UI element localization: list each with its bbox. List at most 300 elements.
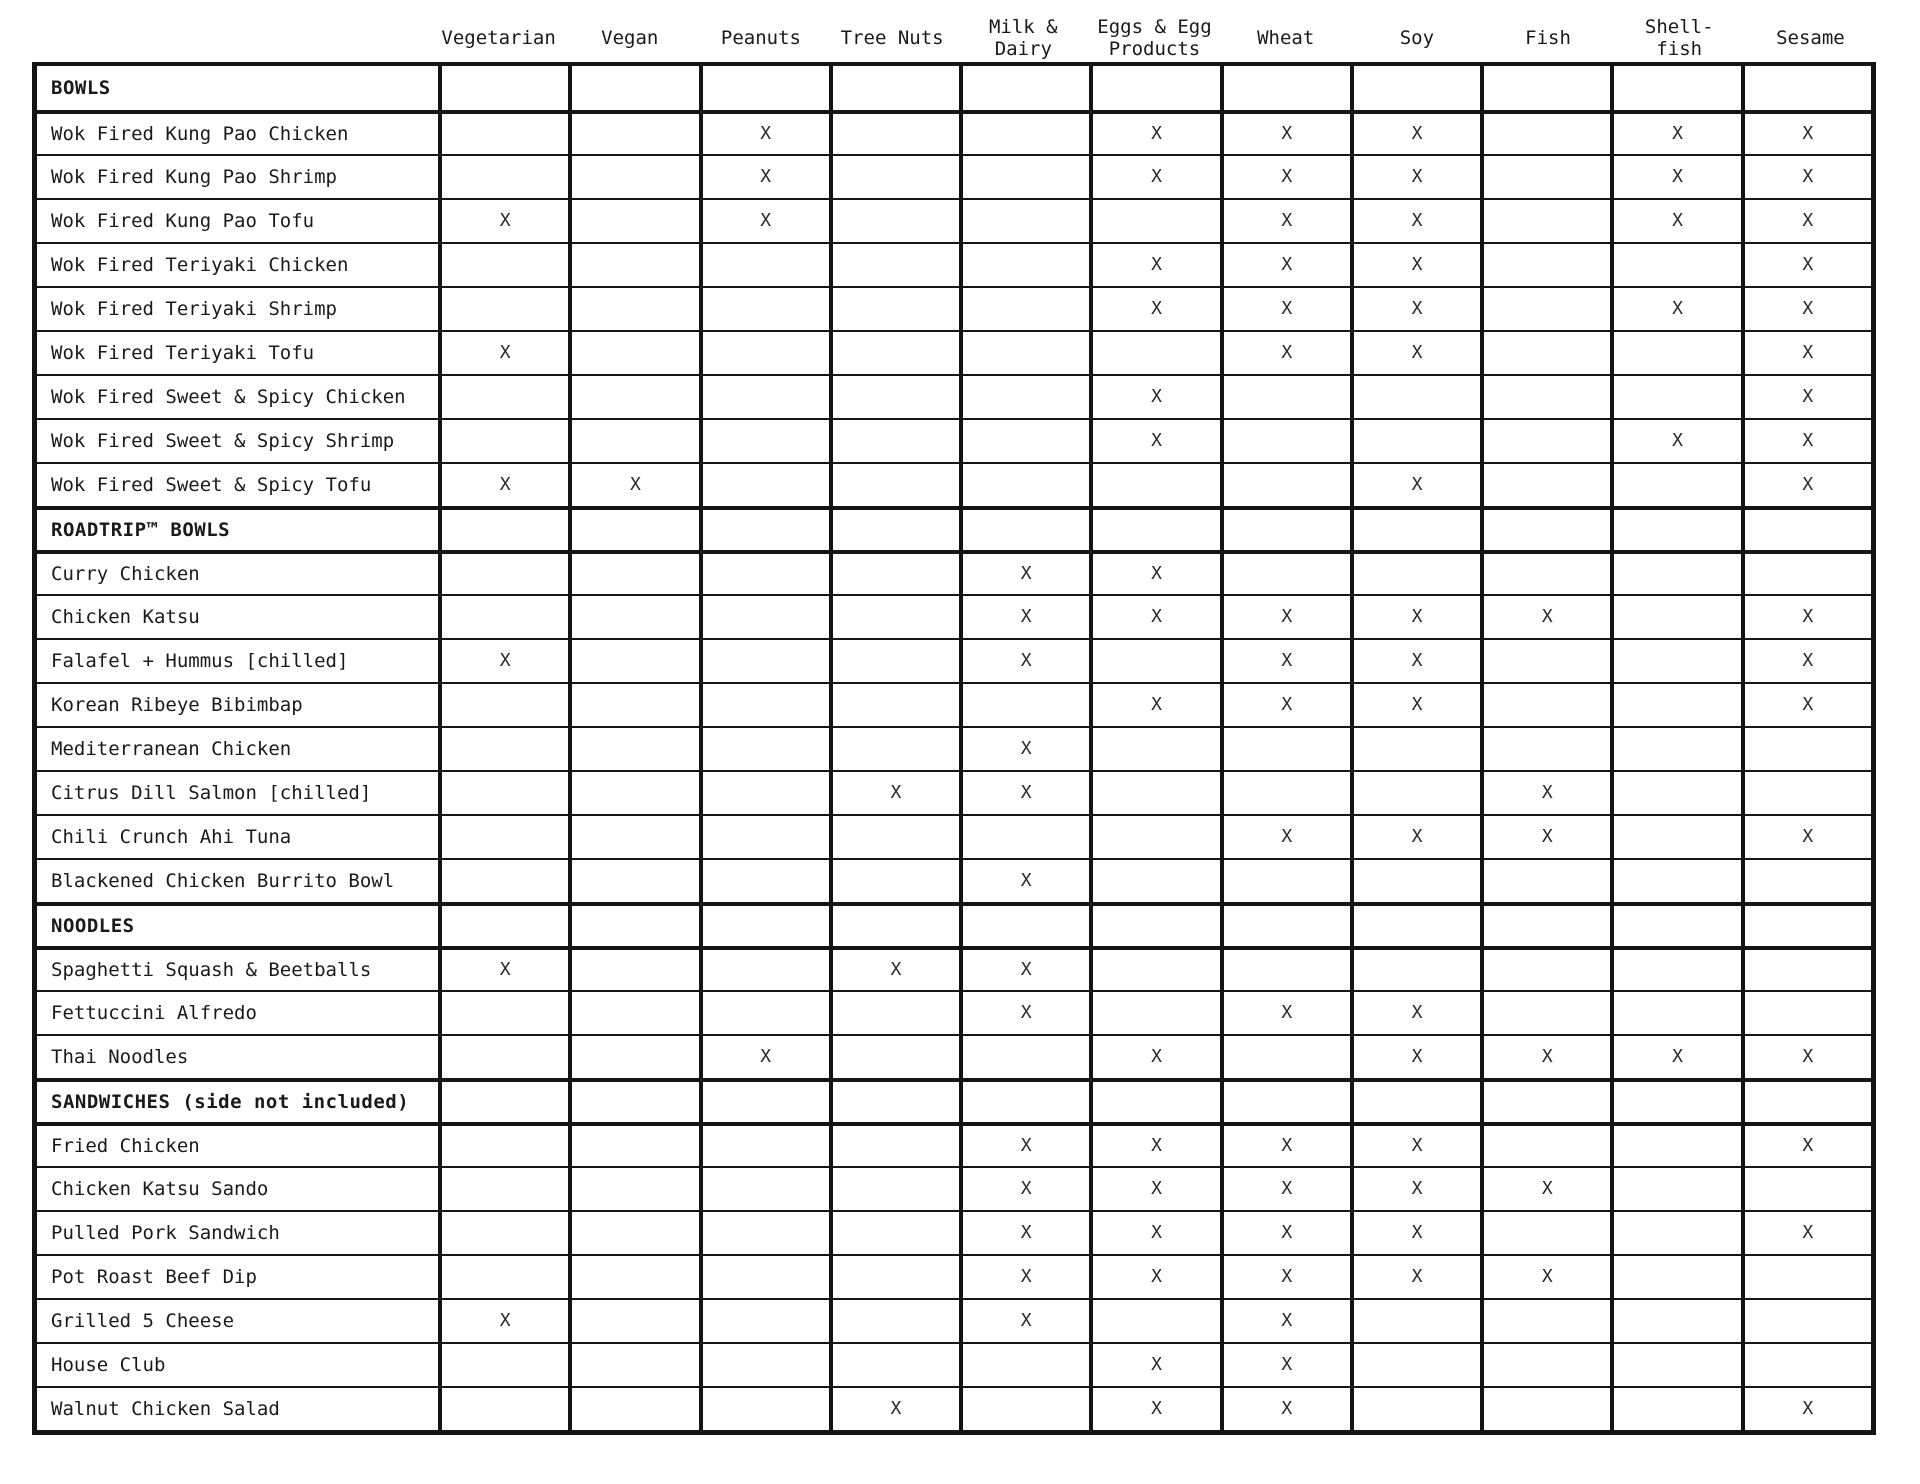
item-name: Wok Fired Teriyaki Tofu <box>37 330 438 374</box>
allergen-cell-peanuts <box>699 1166 829 1210</box>
allergen-cell-soy <box>1350 1034 1480 1078</box>
allergen-cell-milk-dairy <box>959 1298 1089 1342</box>
allergen-cell-eggs <box>1089 198 1219 242</box>
allergen-cell-peanuts <box>699 462 829 506</box>
allergen-cell-wheat <box>1220 638 1350 682</box>
allergen-cell-shellfish <box>1610 902 1740 946</box>
menu-item-row <box>37 1166 1871 1210</box>
allergen-cell-wheat <box>1220 726 1350 770</box>
menu-item-row <box>37 154 1871 198</box>
allergen-mark: X <box>1802 254 1814 275</box>
allergen-mark: X <box>1672 298 1683 319</box>
item-name: Blackened Chicken Burrito Bowl <box>37 858 438 902</box>
item-name: Grilled 5 Cheese <box>37 1298 438 1342</box>
allergen-cell-wheat <box>1220 814 1350 858</box>
allergen-cell-fish <box>1480 1166 1610 1210</box>
allergen-mark: X <box>1281 1002 1293 1023</box>
allergen-cell-vegetarian <box>438 154 568 198</box>
menu-item-row <box>37 990 1871 1034</box>
allergen-cell-tree-nuts <box>829 330 959 374</box>
column-header-fish <box>1482 27 1613 49</box>
allergen-cell-vegan <box>568 814 698 858</box>
allergen-cell-wheat <box>1220 682 1350 726</box>
allergen-cell-milk-dairy <box>959 154 1089 198</box>
allergen-cell-vegetarian <box>438 506 568 550</box>
allergen-cell-shellfish <box>1610 242 1740 286</box>
allergen-cell-vegan <box>568 770 698 814</box>
column-header-line: Eggs & Egg <box>1097 15 1212 38</box>
allergen-cell-vegetarian <box>438 198 568 242</box>
allergen-cell-vegan <box>568 726 698 770</box>
allergen-mark: X <box>1802 606 1814 627</box>
allergen-mark: X <box>1020 650 1032 671</box>
allergen-cell-peanuts <box>699 242 829 286</box>
item-name: Fettuccini Alfredo <box>37 990 438 1034</box>
allergen-cell-soy <box>1350 638 1480 682</box>
allergen-cell-vegetarian <box>438 1298 568 1342</box>
allergen-cell-eggs <box>1089 858 1219 902</box>
section-label: SANDWICHES (side not included) <box>37 1078 438 1122</box>
allergen-cell-peanuts <box>699 550 829 594</box>
allergen-mark: X <box>1802 474 1814 495</box>
allergen-mark: X <box>1541 1266 1553 1287</box>
allergen-cell-peanuts <box>699 1122 829 1166</box>
allergen-cell-peanuts <box>699 594 829 638</box>
allergen-cell-sesame <box>1741 946 1871 990</box>
allergen-cell-vegan <box>568 1386 698 1430</box>
column-header-sesame <box>1745 27 1876 49</box>
allergen-cell-peanuts <box>699 418 829 462</box>
allergen-cell-tree-nuts <box>829 814 959 858</box>
allergen-cell-soy <box>1350 462 1480 506</box>
allergen-cell-sesame <box>1741 814 1871 858</box>
allergen-cell-shellfish <box>1610 1298 1740 1342</box>
allergen-mark: X <box>1281 342 1293 363</box>
menu-item-row <box>37 286 1871 330</box>
allergen-cell-vegetarian <box>438 726 568 770</box>
allergen-cell-sesame <box>1741 1034 1871 1078</box>
allergen-cell-shellfish <box>1610 946 1740 990</box>
allergen-mark: X <box>1020 563 1032 584</box>
allergen-mark: X <box>1020 1266 1032 1287</box>
allergen-cell-vegan <box>568 154 698 198</box>
allergen-cell-fish <box>1480 286 1610 330</box>
section-row <box>37 1078 1871 1122</box>
allergen-cell-peanuts <box>699 902 829 946</box>
allergen-mark: X <box>1411 650 1423 671</box>
allergen-mark: X <box>1151 1266 1162 1287</box>
allergen-cell-sesame <box>1741 242 1871 286</box>
allergen-cell-fish <box>1480 550 1610 594</box>
allergen-mark: X <box>1020 1135 1032 1156</box>
allergen-mark: X <box>1672 166 1683 187</box>
allergen-cell-soy <box>1350 726 1480 770</box>
allergen-mark: X <box>1802 1135 1814 1156</box>
allergen-cell-peanuts <box>699 198 829 242</box>
allergen-mark: X <box>1151 254 1162 275</box>
column-header-wheat <box>1220 27 1351 49</box>
allergen-cell-milk-dairy <box>959 110 1089 154</box>
allergen-cell-sesame <box>1741 1298 1871 1342</box>
allergen-cell-eggs <box>1089 66 1219 110</box>
item-name: House Club <box>37 1342 438 1386</box>
menu-item-row <box>37 1342 1871 1386</box>
allergen-cell-tree-nuts <box>829 198 959 242</box>
allergen-cell-vegetarian <box>438 418 568 462</box>
allergen-cell-soy <box>1350 154 1480 198</box>
allergen-cell-wheat <box>1220 110 1350 154</box>
allergen-mark: X <box>1151 1222 1162 1243</box>
allergen-mark: X <box>1281 254 1293 275</box>
allergen-cell-milk-dairy <box>959 946 1089 990</box>
allergen-cell-vegetarian <box>438 1342 568 1386</box>
allergen-cell-vegan <box>568 418 698 462</box>
allergen-mark: X <box>1151 1354 1162 1375</box>
allergen-cell-eggs <box>1089 1254 1219 1298</box>
allergen-cell-vegetarian <box>438 902 568 946</box>
allergen-cell-soy <box>1350 506 1480 550</box>
allergen-cell-sesame <box>1741 858 1871 902</box>
allergen-cell-shellfish <box>1610 1342 1740 1386</box>
allergen-cell-peanuts <box>699 1210 829 1254</box>
allergen-cell-eggs <box>1089 1210 1219 1254</box>
allergen-cell-fish <box>1480 462 1610 506</box>
allergen-cell-soy <box>1350 1210 1480 1254</box>
allergen-cell-sesame <box>1741 418 1871 462</box>
allergen-mark: X <box>499 959 511 980</box>
allergen-mark: X <box>1281 1178 1293 1199</box>
allergen-cell-fish <box>1480 198 1610 242</box>
allergen-cell-sesame <box>1741 66 1871 110</box>
allergen-cell-tree-nuts <box>829 902 959 946</box>
allergen-mark: X <box>499 1310 511 1331</box>
allergen-mark: X <box>1802 166 1814 187</box>
item-name: Wok Fired Sweet & Spicy Tofu <box>37 462 438 506</box>
allergen-cell-fish <box>1480 1210 1610 1254</box>
allergen-cell-tree-nuts <box>829 1078 959 1122</box>
allergen-cell-milk-dairy <box>959 1386 1089 1430</box>
allergen-cell-eggs <box>1089 1122 1219 1166</box>
allergen-mark: X <box>890 782 902 803</box>
allergen-mark: X <box>1411 123 1423 144</box>
allergen-cell-wheat <box>1220 1298 1350 1342</box>
menu-item-row <box>37 110 1871 154</box>
allergen-cell-vegetarian <box>438 1210 568 1254</box>
allergen-cell-wheat <box>1220 946 1350 990</box>
column-header-line: Soy <box>1399 26 1435 49</box>
allergen-cell-vegetarian <box>438 1034 568 1078</box>
allergen-cell-peanuts <box>699 1298 829 1342</box>
allergen-cell-fish <box>1480 638 1610 682</box>
column-header-shellfish <box>1614 16 1745 61</box>
allergen-cell-wheat <box>1220 462 1350 506</box>
allergen-mark: X <box>1672 123 1683 144</box>
allergen-mark: X <box>1151 1046 1162 1067</box>
item-name: Thai Noodles <box>37 1034 438 1078</box>
allergen-cell-tree-nuts <box>829 1122 959 1166</box>
allergen-mark: X <box>1672 210 1683 231</box>
menu-item-row <box>37 550 1871 594</box>
allergen-cell-soy <box>1350 550 1480 594</box>
allergen-cell-milk-dairy <box>959 374 1089 418</box>
allergen-cell-shellfish <box>1610 726 1740 770</box>
column-header-vegan <box>564 27 695 49</box>
allergen-cell-peanuts <box>699 990 829 1034</box>
allergen-mark: X <box>1151 298 1162 319</box>
allergen-mark: X <box>1411 210 1423 231</box>
allergen-mark: X <box>1281 1222 1293 1243</box>
allergen-cell-wheat <box>1220 990 1350 1034</box>
allergen-mark: X <box>499 650 511 671</box>
allergen-mark: X <box>1672 1046 1683 1067</box>
allergen-cell-milk-dairy <box>959 594 1089 638</box>
allergen-cell-vegetarian <box>438 638 568 682</box>
allergen-cell-tree-nuts <box>829 726 959 770</box>
allergen-cell-eggs <box>1089 242 1219 286</box>
allergen-cell-sesame <box>1741 1386 1871 1430</box>
allergen-cell-sesame <box>1741 770 1871 814</box>
allergen-cell-shellfish <box>1610 1386 1740 1430</box>
allergen-cell-wheat <box>1220 198 1350 242</box>
allergen-cell-eggs <box>1089 374 1219 418</box>
allergen-mark: X <box>1020 606 1032 627</box>
allergen-cell-vegetarian <box>438 1166 568 1210</box>
item-name: Wok Fired Teriyaki Chicken <box>37 242 438 286</box>
allergen-mark: X <box>1411 1046 1423 1067</box>
allergen-cell-fish <box>1480 814 1610 858</box>
menu-item-row <box>37 594 1871 638</box>
item-name: Korean Ribeye Bibimbap <box>37 682 438 726</box>
allergen-cell-shellfish <box>1610 66 1740 110</box>
allergen-cell-shellfish <box>1610 858 1740 902</box>
allergen-cell-tree-nuts <box>829 66 959 110</box>
allergen-cell-vegan <box>568 594 698 638</box>
allergen-mark: X <box>1281 123 1293 144</box>
allergen-mark: X <box>1151 1135 1162 1156</box>
allergen-cell-tree-nuts <box>829 110 959 154</box>
allergen-cell-milk-dairy <box>959 506 1089 550</box>
section-row <box>37 66 1871 110</box>
allergen-cell-sesame <box>1741 1166 1871 1210</box>
column-header-line: Sesame <box>1776 26 1845 49</box>
item-name: Chicken Katsu Sando <box>37 1166 438 1210</box>
allergen-cell-shellfish <box>1610 154 1740 198</box>
column-header-line: Peanuts <box>720 26 801 49</box>
allergen-cell-vegan <box>568 506 698 550</box>
allergen-cell-peanuts <box>699 682 829 726</box>
menu-item-row <box>37 374 1871 418</box>
allergen-mark: X <box>1802 1222 1814 1243</box>
allergen-cell-soy <box>1350 990 1480 1034</box>
item-name: Chicken Katsu <box>37 594 438 638</box>
allergen-cell-shellfish <box>1610 506 1740 550</box>
menu-item-row <box>37 330 1871 374</box>
allergen-cell-peanuts <box>699 66 829 110</box>
item-name: Falafel + Hummus [chilled] <box>37 638 438 682</box>
column-header-line: Tree Nuts <box>840 26 944 49</box>
section-label: BOWLS <box>51 77 111 99</box>
allergen-mark: X <box>1672 430 1683 451</box>
allergen-cell-vegetarian <box>438 682 568 726</box>
allergen-cell-soy <box>1350 1342 1480 1386</box>
column-header-line: Dairy <box>994 38 1052 60</box>
allergen-cell-eggs <box>1089 506 1219 550</box>
allergen-cell-soy <box>1350 66 1480 110</box>
item-name: Fried Chicken <box>37 1122 438 1166</box>
allergen-mark: X <box>1802 694 1814 715</box>
allergen-cell-sesame <box>1741 1342 1871 1386</box>
column-header-line: Vegetarian <box>441 26 556 49</box>
allergen-cell-vegan <box>568 462 698 506</box>
allergen-cell-vegetarian <box>438 242 568 286</box>
column-header-peanuts <box>695 27 826 49</box>
allergen-cell-wheat <box>1220 1034 1350 1078</box>
allergen-cell-milk-dairy <box>959 1254 1089 1298</box>
allergen-cell-eggs <box>1089 814 1219 858</box>
allergen-mark: X <box>1411 254 1423 275</box>
allergen-cell-sesame <box>1741 1254 1871 1298</box>
allergen-cell-fish <box>1480 1034 1610 1078</box>
menu-item-row <box>37 638 1871 682</box>
allergen-mark: X <box>1281 694 1293 715</box>
allergen-cell-tree-nuts <box>829 990 959 1034</box>
column-header-line: fish <box>1656 38 1703 60</box>
allergen-cell-eggs <box>1089 1386 1219 1430</box>
item-name: Pot Roast Beef Dip <box>37 1254 438 1298</box>
allergen-mark: X <box>1802 826 1814 847</box>
allergen-cell-wheat <box>1220 242 1350 286</box>
allergen-mark: X <box>1151 694 1162 715</box>
allergen-mark: X <box>1281 606 1293 627</box>
allergen-cell-vegan <box>568 1166 698 1210</box>
allergen-cell-fish <box>1480 374 1610 418</box>
allergen-cell-vegan <box>568 990 698 1034</box>
allergen-mark: X <box>499 342 511 363</box>
allergen-cell-tree-nuts <box>829 374 959 418</box>
allergen-cell-vegetarian <box>438 330 568 374</box>
allergen-cell-peanuts <box>699 374 829 418</box>
allergen-mark: X <box>1411 342 1423 363</box>
allergen-cell-eggs <box>1089 330 1219 374</box>
allergen-cell-fish <box>1480 110 1610 154</box>
allergen-cell-vegan <box>568 858 698 902</box>
allergen-cell-milk-dairy <box>959 1342 1089 1386</box>
allergen-cell-shellfish <box>1610 990 1740 1034</box>
allergen-cell-soy <box>1350 1166 1480 1210</box>
allergen-cell-soy <box>1350 242 1480 286</box>
allergen-cell-fish <box>1480 682 1610 726</box>
allergen-cell-eggs <box>1089 418 1219 462</box>
menu-item-row <box>37 1122 1871 1166</box>
allergen-cell-peanuts <box>699 154 829 198</box>
allergen-cell-soy <box>1350 286 1480 330</box>
allergen-mark: X <box>1151 386 1162 407</box>
allergen-cell-eggs <box>1089 154 1219 198</box>
allergen-cell-milk-dairy <box>959 198 1089 242</box>
allergen-cell-sesame <box>1741 506 1871 550</box>
allergen-cell-vegetarian <box>438 1078 568 1122</box>
allergen-cell-wheat <box>1220 506 1350 550</box>
allergen-cell-wheat <box>1220 858 1350 902</box>
allergen-cell-fish <box>1480 154 1610 198</box>
allergen-cell-milk-dairy <box>959 770 1089 814</box>
allergen-cell-peanuts <box>699 1078 829 1122</box>
allergen-mark: X <box>1281 1354 1293 1375</box>
allergen-cell-shellfish <box>1610 638 1740 682</box>
allergen-cell-sesame <box>1741 682 1871 726</box>
column-header-line: Wheat <box>1257 26 1315 49</box>
allergen-mark: X <box>1802 430 1814 451</box>
allergen-cell-sesame <box>1741 1210 1871 1254</box>
allergen-cell-vegan <box>568 1078 698 1122</box>
allergen-cell-milk-dairy <box>959 902 1089 946</box>
allergen-cell-eggs <box>1089 594 1219 638</box>
allergen-cell-sesame <box>1741 286 1871 330</box>
allergen-mark: X <box>1020 1310 1032 1331</box>
allergen-cell-vegetarian <box>438 1254 568 1298</box>
column-header-row <box>32 14 1876 62</box>
allergen-cell-milk-dairy <box>959 682 1089 726</box>
allergen-cell-shellfish <box>1610 682 1740 726</box>
allergen-mark: X <box>760 210 772 231</box>
allergen-cell-tree-nuts <box>829 506 959 550</box>
item-name: Wok Fired Kung Pao Tofu <box>37 198 438 242</box>
allergen-cell-peanuts <box>699 286 829 330</box>
allergen-mark: X <box>1151 1398 1162 1419</box>
allergen-cell-vegan <box>568 1342 698 1386</box>
allergen-cell-soy <box>1350 902 1480 946</box>
allergen-cell-vegan <box>568 902 698 946</box>
allergen-cell-eggs <box>1089 1342 1219 1386</box>
allergen-cell-shellfish <box>1610 1122 1740 1166</box>
allergen-cell-soy <box>1350 330 1480 374</box>
section-row <box>37 506 1871 550</box>
allergen-cell-wheat <box>1220 1342 1350 1386</box>
allergen-cell-sesame <box>1741 902 1871 946</box>
allergen-cell-vegan <box>568 66 698 110</box>
allergen-mark: X <box>1020 738 1032 759</box>
allergen-cell-fish <box>1480 990 1610 1034</box>
allergen-cell-wheat <box>1220 1122 1350 1166</box>
allergen-cell-shellfish <box>1610 594 1740 638</box>
allergen-mark: X <box>499 210 511 231</box>
allergen-cell-shellfish <box>1610 770 1740 814</box>
allergen-mark: X <box>1541 1046 1553 1067</box>
menu-item-row <box>37 814 1871 858</box>
column-header-line: Vegan <box>601 26 659 49</box>
allergen-cell-vegetarian <box>438 858 568 902</box>
allergen-cell-tree-nuts <box>829 1034 959 1078</box>
allergen-cell-soy <box>1350 1298 1480 1342</box>
allergen-cell-sesame <box>1741 374 1871 418</box>
allergen-cell-fish <box>1480 1386 1610 1430</box>
allergen-cell-milk-dairy <box>959 286 1089 330</box>
allergen-mark: X <box>1411 1002 1423 1023</box>
allergen-cell-milk-dairy <box>959 66 1089 110</box>
column-header-soy <box>1351 27 1482 49</box>
menu-item-row <box>37 242 1871 286</box>
allergen-cell-fish <box>1480 726 1610 770</box>
allergen-cell-sesame <box>1741 638 1871 682</box>
allergen-cell-shellfish <box>1610 462 1740 506</box>
item-name: Curry Chicken <box>37 550 438 594</box>
allergen-cell-tree-nuts <box>829 594 959 638</box>
allergen-cell-tree-nuts <box>829 1166 959 1210</box>
allergen-cell-tree-nuts <box>829 1210 959 1254</box>
item-name: Wok Fired Kung Pao Chicken <box>37 110 438 154</box>
allergen-cell-wheat <box>1220 286 1350 330</box>
allergen-cell-soy <box>1350 198 1480 242</box>
